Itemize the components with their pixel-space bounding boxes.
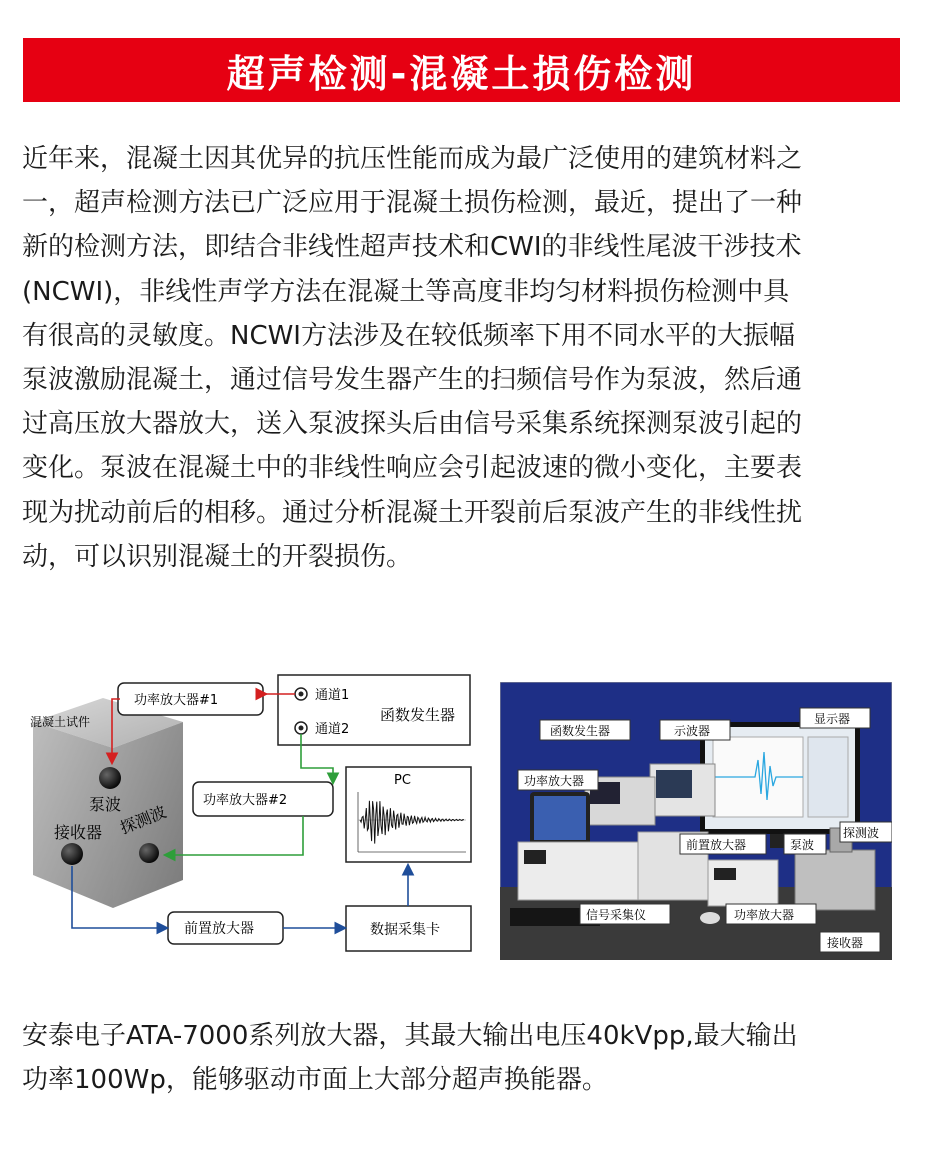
- paragraph-line: 一，超声检测方法已广泛应用于混凝土损伤检测，最近，提出了一种: [22, 188, 803, 219]
- paragraph-line: 近年来，混凝土因其优异的抗压性能而成为最广泛使用的建筑材料之: [22, 144, 803, 174]
- channel-2-port-center: [299, 726, 304, 731]
- paragraph-line: 有很高的灵敏度。NCWI方法涉及在较低频率下用不同水平的大振幅: [22, 320, 795, 351]
- oscilloscope-screen: [656, 770, 692, 798]
- paragraph-line: 新的检测方法，即结合非线性超声技术和CWI的非线性尾波干涉技术: [22, 232, 802, 263]
- label-power-amp-bottom: 功率放大器: [734, 908, 795, 922]
- power-amp-tablet-screen: [534, 796, 586, 840]
- probe-transducer: [139, 843, 159, 863]
- label-function-generator: 函数发生器: [550, 724, 611, 738]
- channel-2-label: 通道2: [315, 722, 350, 737]
- label-oscilloscope: 示波器: [674, 724, 711, 738]
- paragraph-line: (NCWI)，非线性声学方法在混凝土等高度非均匀材料损伤检测中具: [22, 276, 790, 307]
- label-power-amp-top: 功率放大器: [524, 774, 585, 788]
- label-preamp: 前置放大器: [686, 838, 747, 852]
- daq-card-label: 数据采集卡: [370, 922, 440, 938]
- footer-text: [22, 1014, 798, 1102]
- paragraph-line: 动，可以识别混凝土的开裂损伤。: [22, 541, 413, 572]
- concrete-specimen: [795, 850, 875, 910]
- paragraph-line: 现为扰动前后的相移。通过分析混凝土开裂前后泵波产生的非线性扰: [22, 497, 803, 528]
- power-amp-bottom-device: [708, 860, 778, 906]
- paragraph-line: 泵波激励混凝土，通过信号发生器产生的扫频信号作为泵波，然后通: [22, 365, 803, 396]
- page-title: 超声检测-混凝土损伤检测: [226, 51, 697, 96]
- receiver-transducer: [61, 843, 83, 865]
- specimen-label: 混凝土试件: [30, 715, 91, 729]
- function-generator-label: 函数发生器: [380, 706, 456, 724]
- label-daq: 信号采集仪: [586, 908, 647, 922]
- instrument-left-display: [524, 850, 546, 864]
- footer-line: 功率100Wp，能够驱动市面上大部分超声换能器。: [22, 1065, 608, 1095]
- pc-label: PC: [394, 773, 411, 788]
- label-display: 显示器: [814, 712, 851, 726]
- green-arrow-amp2-to-probe: [166, 816, 303, 855]
- preamp-label: 前置放大器: [184, 921, 254, 937]
- monitor-side-panel: [808, 737, 848, 817]
- probe-wave-label: 探测波: [117, 802, 170, 838]
- ncwi-schematic-diagram: [28, 670, 476, 970]
- label-receiver: 接收器: [827, 936, 864, 950]
- footer-line: 安泰电子ATA-7000系列放大器，其最大输出电压40kVpp,最大输出: [22, 1021, 798, 1051]
- label-pump: 泵波: [790, 838, 815, 852]
- label-probe: 探测波: [843, 826, 880, 840]
- lab-setup-photo: [500, 682, 892, 960]
- receiver-label: 接收器: [54, 823, 103, 842]
- paragraph-line: 变化。泵波在混凝土中的非线性响应会引起波速的微小变化，主要表: [22, 453, 803, 484]
- power-amp-bottom-display: [714, 868, 736, 880]
- title-banner: [23, 38, 900, 102]
- power-amp-2-label: 功率放大器#2: [203, 793, 288, 808]
- body-paragraph: [22, 137, 902, 579]
- pump-transducer: [99, 767, 121, 789]
- mouse: [700, 912, 720, 924]
- pump-wave-label: 泵波: [89, 795, 122, 814]
- power-amp-1-label: 功率放大器#1: [134, 693, 219, 708]
- channel-1-port-center: [299, 692, 304, 697]
- channel-1-label: 通道1: [315, 688, 350, 703]
- paragraph-line: 过高压放大器放大，送入泵波探头后由信号采集系统探测泵波引起的: [22, 409, 803, 440]
- cube-left-face: [33, 722, 113, 908]
